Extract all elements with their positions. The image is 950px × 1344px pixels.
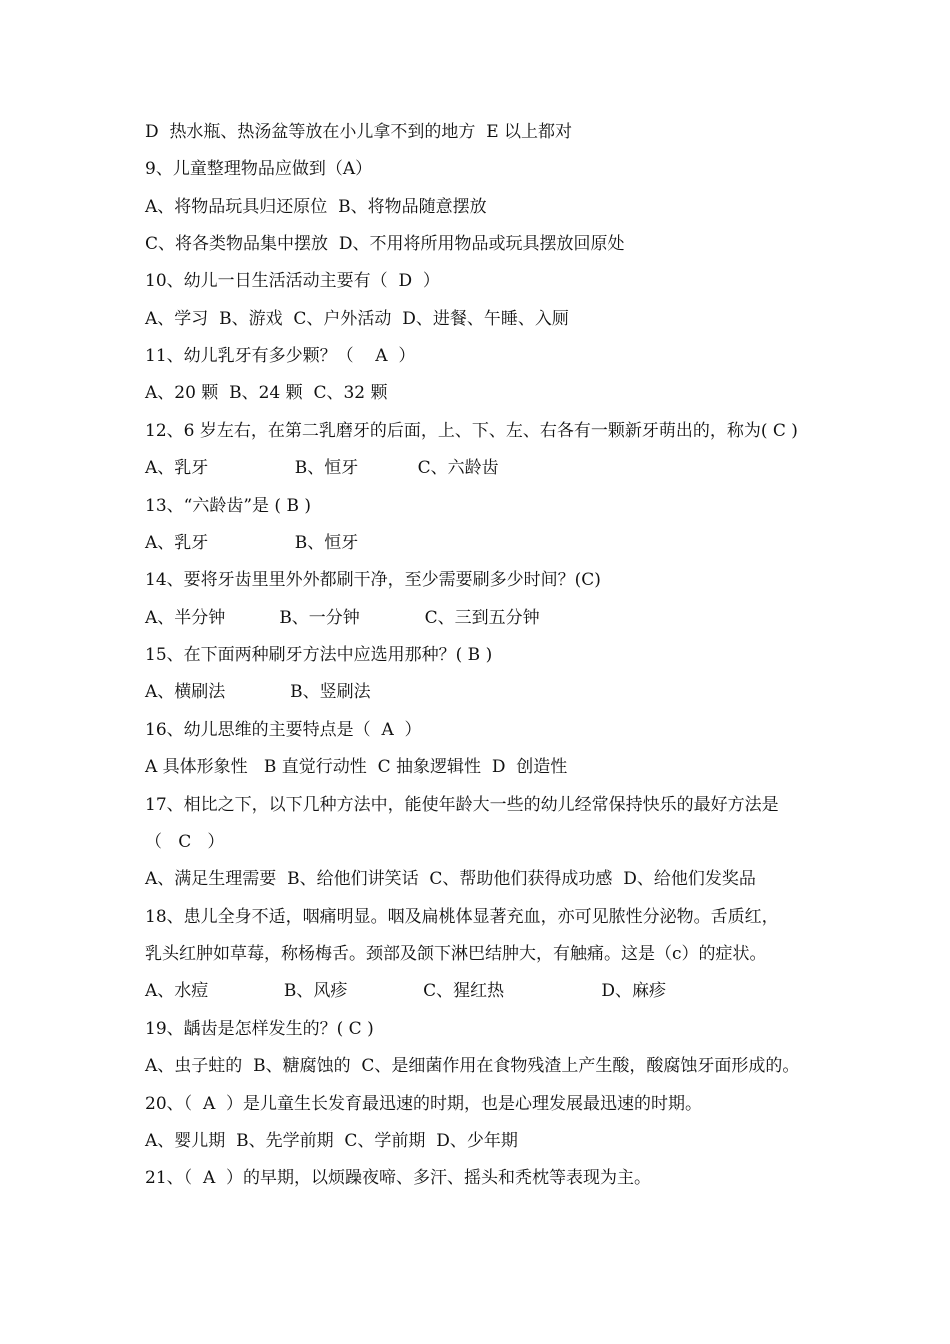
question-20: 20、（ A ）是儿童生长发育最迅速的时期，也是心理发展最迅速的时期。 <box>145 1094 703 1114</box>
question-15: 15、在下面两种刷牙方法中应选用那种？( B ) <box>145 645 493 665</box>
question-13: 13、“六龄齿”是 ( B ) <box>145 496 311 516</box>
question-16: 16、幼儿思维的主要特点是（ A ） <box>145 720 422 740</box>
question-10: 10、幼儿一日生活活动主要有（ D ） <box>145 271 440 291</box>
question-18-line-1: 18、患儿全身不适，咽痛明显。咽及扁桃体显著充血，亦可见脓性分泌物。舌质红， <box>145 907 779 927</box>
question-10-options: A、学习 B、游戏 C、户外活动 D、进餐、午睡、入厕 <box>145 309 569 329</box>
question-17-answer: （ C ） <box>145 832 225 852</box>
question-17: 17、相比之下，以下几种方法中，能使年龄大一些的幼儿经常保持快乐的最好方法是 <box>145 795 779 815</box>
question-19: 19、龋齿是怎样发生的？( C ) <box>145 1019 374 1039</box>
question-9-options-cd: C、将各类物品集中摆放 D、不用将所用物品或玩具摆放回原处 <box>145 234 625 254</box>
question-16-options: A 具体形象性 B 直觉行动性 C 抽象逻辑性 D 创造性 <box>145 757 568 777</box>
question-11: 11、幼儿乳牙有多少颗？（ A ） <box>145 346 416 366</box>
question-18-line-2: 乳头红肿如草莓，称杨梅舌。颈部及颌下淋巴结肿大，有触痛。这是（c）的症状。 <box>145 944 767 964</box>
question-13-options: A、乳牙 B、恒牙 <box>145 533 359 553</box>
question-14: 14、要将牙齿里里外外都刷干净，至少需要刷多少时间？(C) <box>145 570 601 590</box>
question-11-options: A、20 颗 B、24 颗 C、32 颗 <box>145 383 388 403</box>
question-12: 12、6 岁左右，在第二乳磨牙的后面，上、下、左、右各有一颗新牙萌出的，称为( C ) <box>145 421 798 441</box>
question-15-options: A、横刷法 B、竖刷法 <box>145 682 371 702</box>
question-12-options: A、乳牙 B、恒牙 C、六龄齿 <box>145 458 499 478</box>
question-14-options: A、半分钟 B、一分钟 C、三到五分钟 <box>145 608 540 628</box>
question-20-options: A、婴儿期 B、先学前期 C、学前期 D、少年期 <box>145 1131 518 1151</box>
question-17-options: A、满足生理需要 B、给他们讲笑话 C、帮助他们获得成功感 D、给他们发奖品 <box>145 869 756 889</box>
question-9: 9、儿童整理物品应做到（A） <box>145 159 373 179</box>
question-9-options-ab: A、将物品玩具归还原位 B、将物品随意摆放 <box>145 197 487 217</box>
question-19-options: A、虫子蛀的 B、糖腐蚀的 C、是细菌作用在食物残渣上产生酸，酸腐蚀牙面形成的。 <box>145 1056 800 1076</box>
option-line-d-e: D 热水瓶、热汤盆等放在小儿拿不到的地方 E 以上都对 <box>145 122 573 142</box>
question-21: 21、（ A ）的早期，以烦躁夜啼、多汗、摇头和秃枕等表现为主。 <box>145 1168 652 1188</box>
question-18-options: A、水痘 B、风疹 C、猩红热 D、麻疹 <box>145 981 666 1001</box>
